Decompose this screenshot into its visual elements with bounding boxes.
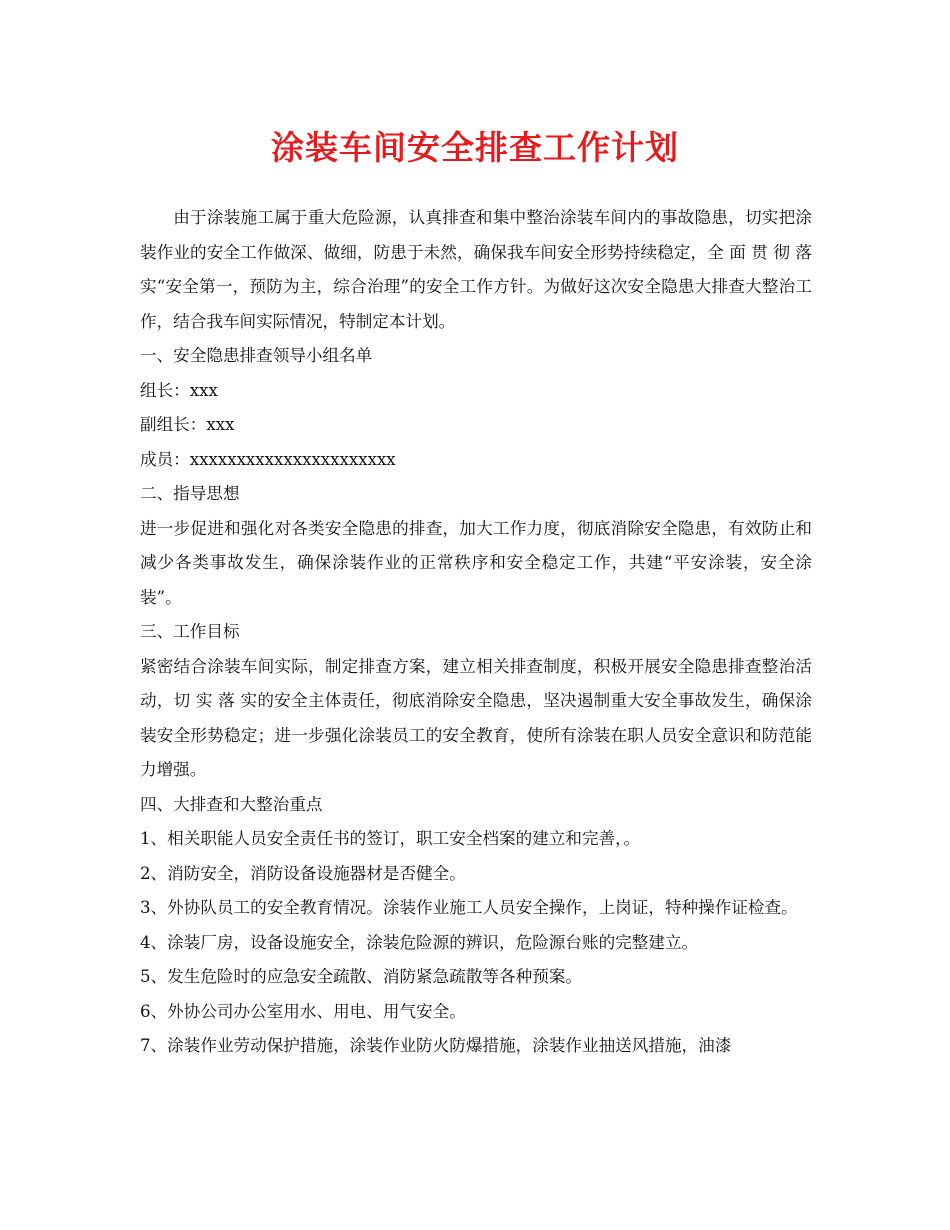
intro-paragraph: 由于涂装施工属于重大危险源，认真排查和集中整治涂装车间内的事故隐患，切实把涂装作业的安全工作做深、做细，防患于未然，确保我车间安全形势持续稳定，全 面 贯 彻 落 实“安全第一，预防为主，综合治理”的安全工作方针。为做好这次安全隐患大排查大整治工作，结合我车间实际情况，特制定本计划。 [140,208,812,331]
section-heading-leadership: 一、安全隐患排查领导小组名单 [140,346,373,365]
key-point-item: 7、涂装作业劳动保护措施，涂装作业防火防爆措施，涂装作业抽送风措施，油漆 [140,1036,732,1055]
members-line: 成员：xxxxxxxxxxxxxxxxxxxxxx [140,449,396,469]
deputy-leader-line: 副组长：xxx [140,415,235,434]
leader-line: 组长：xxx [140,380,218,400]
key-point-item: 6、外协公司办公室用水、用电、用气安全。 [140,1001,466,1021]
key-point-item: 1、相关职能人员安全责任书的签订，职工安全档案的建立和完善，。 [140,829,641,848]
section-heading-guiding-thought: 二、指导思想 [140,484,240,503]
guiding-thought-paragraph: 进一步促进和强化对各类安全隐患的排查，加大工作力度，彻底消除安全隐患，有效防止和减少各类事故发生，确保涂装作业的正常秩序和安全稳定工作，共建“平安涂装，安全涂装”。 [140,518,812,607]
section-heading-work-goal: 三、工作目标 [140,622,240,641]
key-point-item: 4、涂装厂房，设备设施安全，涂装危险源的辨识，危险源台账的完整建立。 [140,932,699,952]
work-goal-paragraph: 紧密结合涂装车间实际，制定排查方案，建立相关排查制度，积极开展安全隐患排查整治活动，切 实 落 实的安全主体责任，彻底消除安全隐患，坚决遏制重大安全事故发生，确保涂装安全形势稳定；进一步强化涂装员工的安全教育，使所有涂装在职人员安全意识和防范能力增强。 [140,656,812,779]
document-body [140,201,812,1064]
key-point-item: 2、消防安全，消防设备设施器材是否健全。 [140,863,466,883]
document-title: 涂装车间安全排查工作计划 [271,128,679,167]
section-heading-key-points: 四、大排查和大整治重点 [140,794,323,814]
key-point-item: 5、发生危险时的应急安全疏散、消防紧急疏散等各种预案。 [140,967,582,986]
key-point-item: 3、外协队员工的安全教育情况。涂装作业施工人员安全操作，上岗证，特种操作证检查。 [140,898,798,917]
